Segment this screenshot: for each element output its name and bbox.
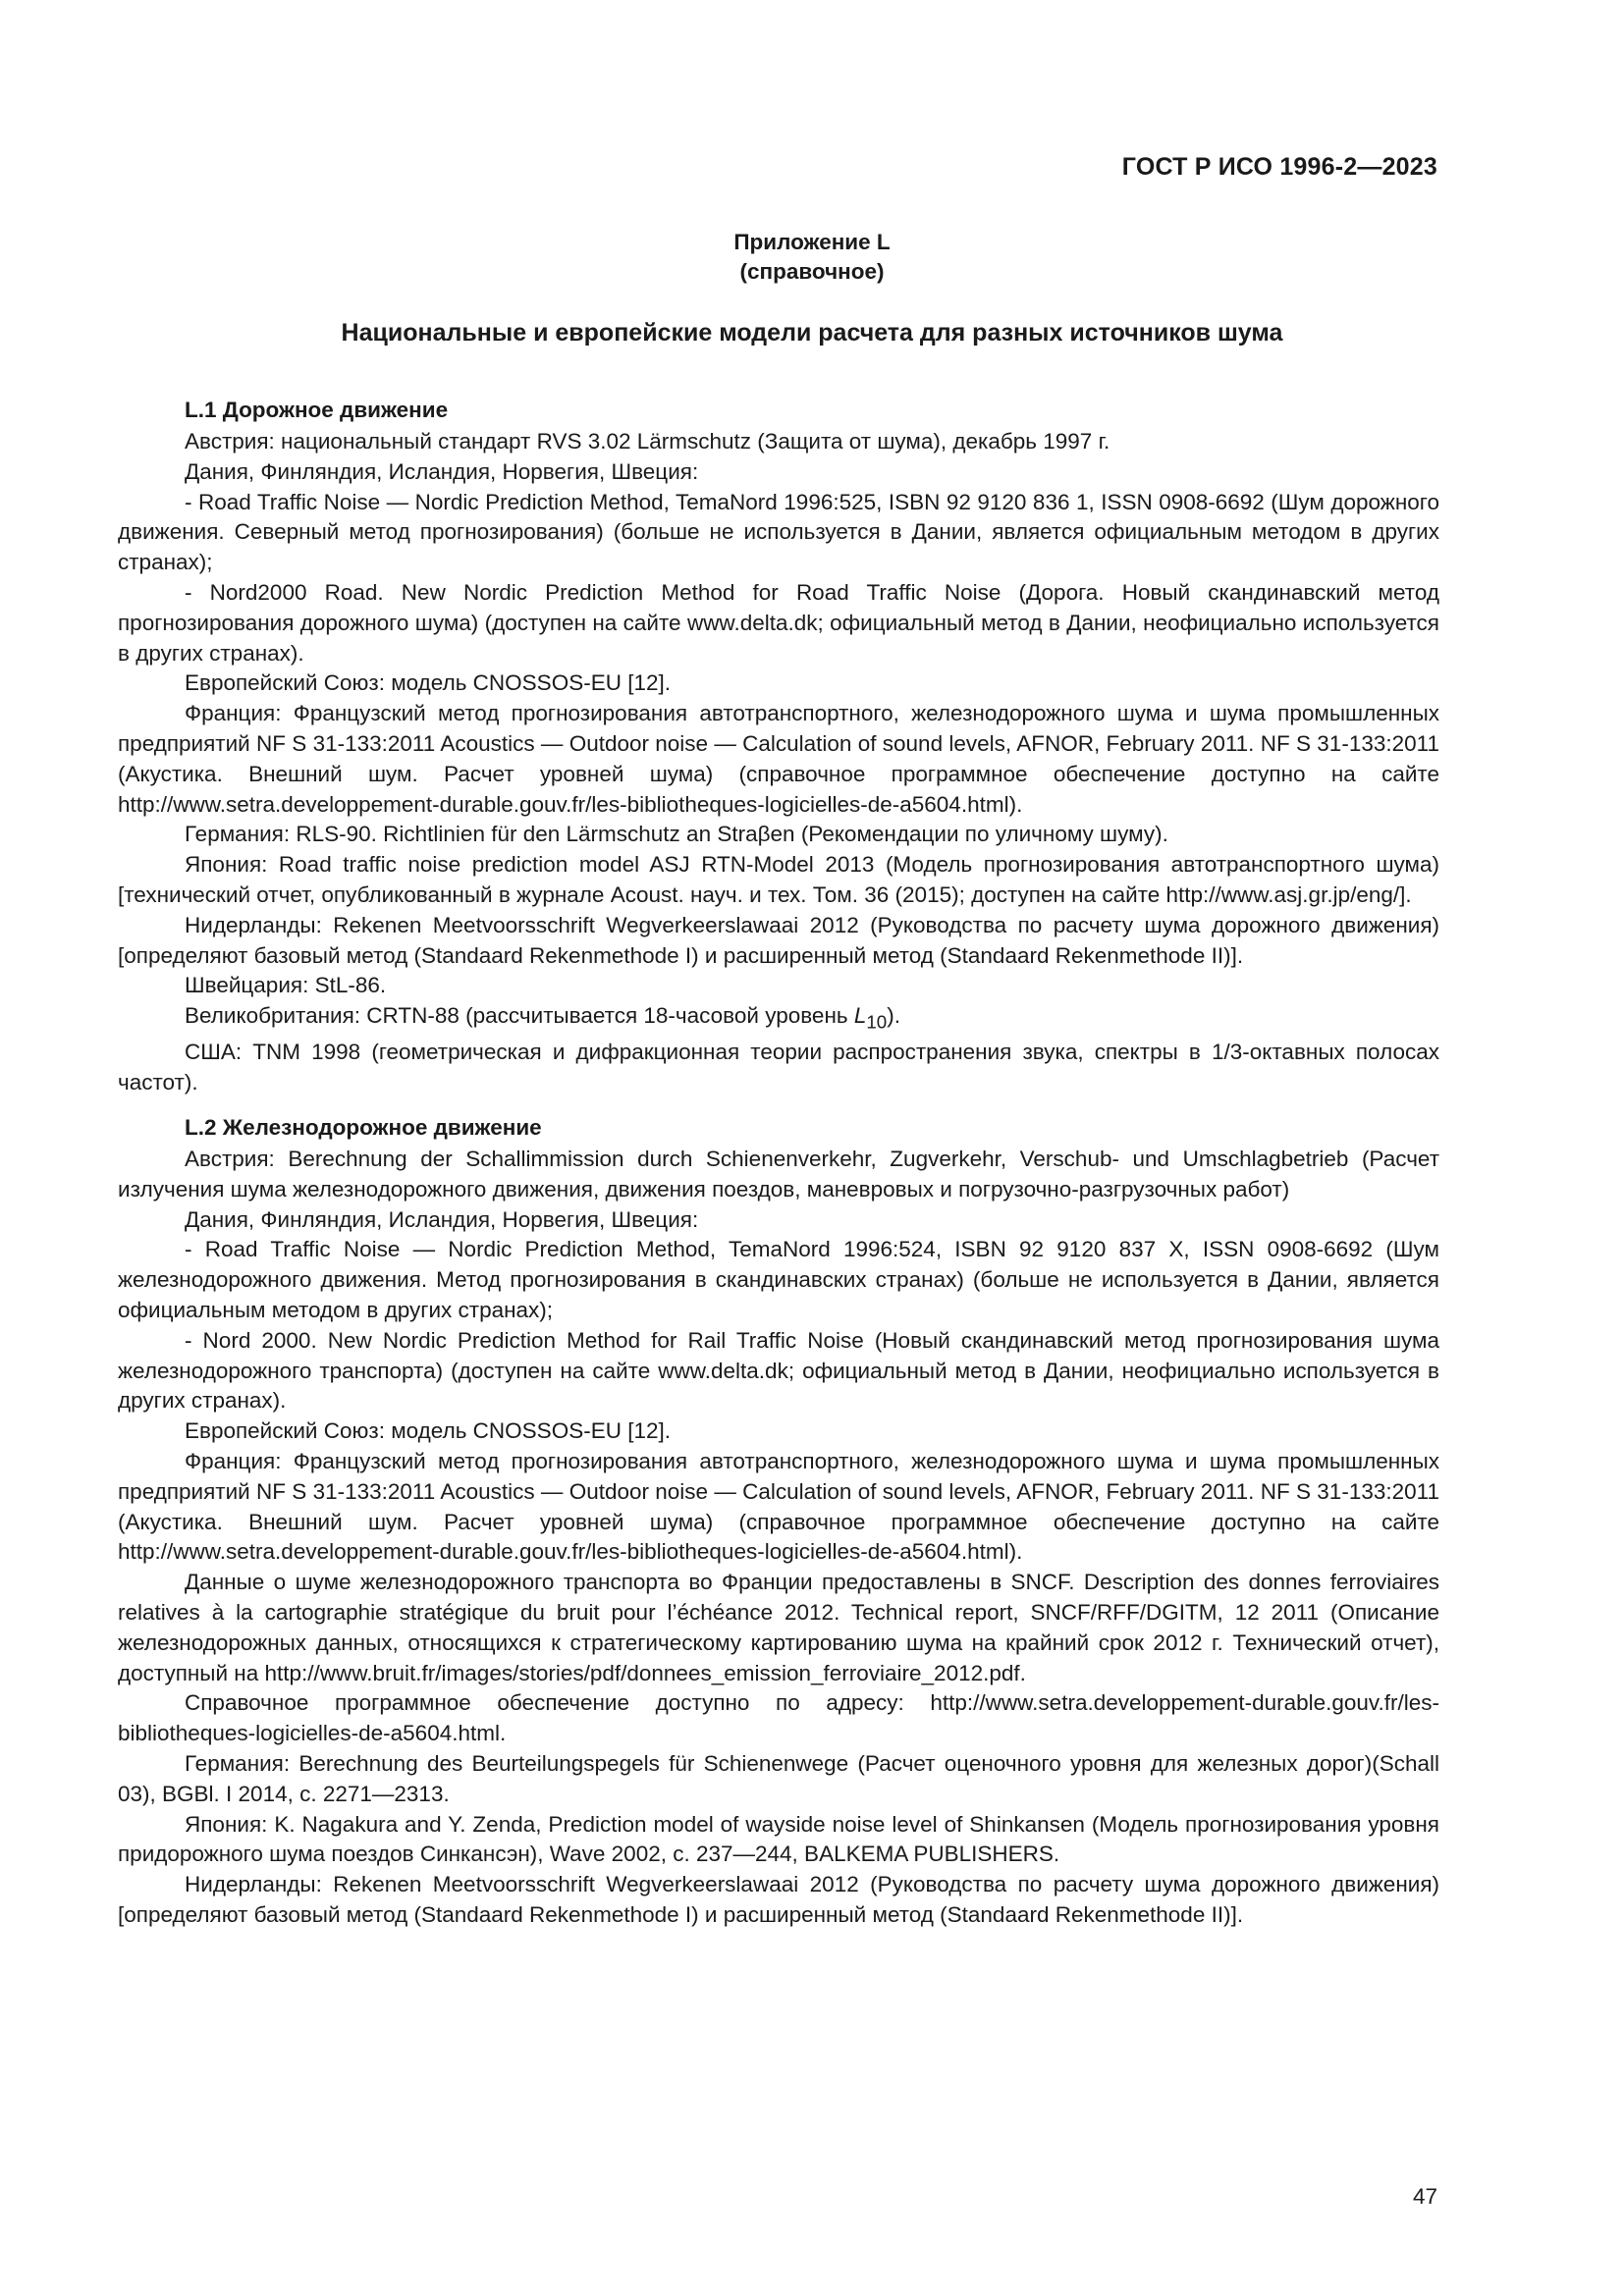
paragraph: Австрия: национальный стандарт RVS 3.02 Lärmschutz (Защита от шума), декабрь 1997 г. bbox=[185, 429, 1110, 454]
appendix-subtitle: (справочное) bbox=[739, 259, 885, 284]
page-number: 47 bbox=[1412, 2184, 1437, 2209]
paragraph: - Road Traffic Noise — Nordic Prediction Method, TemaNord 1996:525, ISBN 92 9120 836 1, ISSN 0908-6692 (Шум дорожного движения. Северный метод прогнозирования) (больше не используется в Дании, является официальным методом в других странах); bbox=[118, 489, 1439, 575]
document-body bbox=[118, 395, 1439, 1931]
section-heading-rail: L.2 Железнодорожное движение bbox=[185, 1115, 542, 1141]
paragraph: Европейский Союз: модель CNOSSOS-EU [12]. bbox=[185, 670, 671, 696]
document-header: ГОСТ Р ИСО 1996-2—2023 bbox=[1121, 153, 1437, 181]
paragraph: Справочное программное обеспечение доступно по адресу: http://www.setra.developpement-durable.gouv.fr/les-bibliotheques-logicielles-de-a5604.html. bbox=[118, 1690, 1439, 1746]
paragraph: Нидерланды: Rekenen Meetvoorsschrift Wegverkeerslawaai 2012 (Руководства по расчету шума дорожного движения) [определяют базовый метод (Standaard Rekenmethode I) и расширенный метод (Standaard Rekenmethode II)]. bbox=[118, 1872, 1439, 1927]
main-title: Национальные и европейские модели расчета для разных источников шума bbox=[341, 319, 1283, 347]
appendix-title: Приложение L bbox=[733, 230, 891, 254]
paragraph-uk bbox=[118, 1001, 1439, 1038]
paragraph: США: TNM 1998 (геометрическая и дифракционная теории распространения звука, спектры в 1/3-октавных полосах частот). bbox=[118, 1040, 1439, 1095]
paragraph: Европейский Союз: модель CNOSSOS-EU [12]. bbox=[185, 1418, 671, 1444]
paragraph: Дания, Финляндия, Исландия, Норвегия, Швеция: bbox=[185, 1206, 699, 1232]
paragraph: Швейцария: StL-86. bbox=[185, 973, 387, 998]
paragraph: Австрия: Berechnung der Schallimmission durch Schienenverkehr, Zugverkehr, Verschub- und Umschlagbetrieb (Расчет излучения шума железнодорожного движения, движения поездов, маневровых и погрузочно-разгрузочных работ) bbox=[118, 1147, 1439, 1201]
paragraph: - Road Traffic Noise — Nordic Prediction Method, TemaNord 1996:524, ISBN 92 9120 837 X, ISSN 0908-6692 (Шум железнодорожного движения. Метод прогнозирования в скандинавских странах) (больше не используется в Дании, является официальным методом в других странах); bbox=[118, 1237, 1439, 1323]
paragraph: - Nord 2000. New Nordic Prediction Method for Rail Traffic Noise (Новый скандинавский метод прогнозирования шума железнодорожного транспорта) (доступен на сайте www.delta.dk; официальный метод в Дании, неофициально используется в других странах). bbox=[118, 1327, 1439, 1414]
paragraph: Германия: RLS-90. Richtlinien für den Lärmschutz an Straβen (Рекомендации по уличному шуму). bbox=[185, 822, 1168, 847]
uk-suffix: ). bbox=[887, 1003, 900, 1029]
paragraph: Франция: Французский метод прогнозирования автотранспортного, железнодорожного шума и шума промышленных предприятий NF S 31-133:2011 Acoustics — Outdoor noise — Calculation of sound levels, AFNOR, February 2011. NF S 31-133:2011 (Акустика. Внешний шум. Расчет уровней шума) (справочное программное обеспечение доступно на сайте http://www.setra.developpement-durable.gouv.fr/les-bibliotheques-logicielles-de-a5604.html). bbox=[118, 1449, 1439, 1565]
section-heading-road: L.1 Дорожное движение bbox=[185, 398, 449, 422]
paragraph: - Nord2000 Road. New Nordic Prediction Method for Road Traffic Noise (Дорога. Новый скандинавский метод прогнозирования дорожного шума) (доступен на сайте www.delta.dk; официальный метод в Дании, неофициально используется в других странах). bbox=[118, 579, 1439, 666]
paragraph: Данные о шуме железнодорожного транспорта во Франции предоставлены в SNCF. Description des donnes ferroviaires relatives à la cartographie stratégique du bruit pour l’échéance 2012. Technical report, SNCF/RFF/DGITM, 12 2011 (Описание железнодорожных данных, относящихся к стратегическому картированию шума на крайний срок 2012 г. Технический отчет), доступный на http://www.bruit.fr/images/stories/pdf/donnees_emission_ferroviaire_2012.pdf. bbox=[118, 1570, 1439, 1685]
level-subscript: 10 bbox=[866, 1011, 888, 1033]
paragraph: Франция: Французский метод прогнозирования автотранспортного, железнодорожного шума и шума промышленных предприятий NF S 31-133:2011 Acoustics — Outdoor noise — Calculation of sound levels, AFNOR, February 2011. NF S 31-133:2011 (Акустика. Внешний шум. Расчет уровней шума) (справочное программное обеспечение доступно на сайте http://www.setra.developpement-durable.gouv.fr/les-bibliotheques-logicielles-de-a5604.html). bbox=[118, 701, 1439, 817]
paragraph: Япония: K. Nagakura and Y. Zenda, Prediction model of wayside noise level of Shinkansen (Модель прогнозирования уровня придорожного шума поездов Синкансэн), Wave 2002, с. 237—244, BALKEMA PUBLISHERS. bbox=[118, 1811, 1439, 1867]
appendix-heading bbox=[0, 228, 1624, 287]
paragraph: Нидерланды: Rekenen Meetvoorsschrift Wegverkeerslawaai 2012 (Руководства по расчету шума дорожного движения) [определяют базовый метод (Standaard Rekenmethode I) и расширенный метод (Standaard Rekenmethode II)]. bbox=[118, 912, 1439, 968]
paragraph: Дания, Финляндия, Исландия, Норвегия, Швеция: bbox=[185, 458, 699, 484]
paragraph: Япония: Road traffic noise prediction model ASJ RTN-Model 2013 (Модель прогнозирования автотранспортного шума) [технический отчет, опубликованный в журнале Acoust. науч. и тех. Том. 36 (2015); доступен на сайте http://www.asj.gr.jp/eng/]. bbox=[118, 852, 1439, 907]
paragraph: Германия: Berechnung des Beurteilungspegels für Schienenwege (Расчет оценочного уровня для железных дорог)(Schall 03), BGBl. I 2014, с. 2271—2313. bbox=[118, 1750, 1439, 1806]
level-symbol: L bbox=[853, 1003, 867, 1029]
uk-text: Великобритания: CRTN-88 (рассчитывается 18-часовой уровень bbox=[185, 1003, 854, 1029]
